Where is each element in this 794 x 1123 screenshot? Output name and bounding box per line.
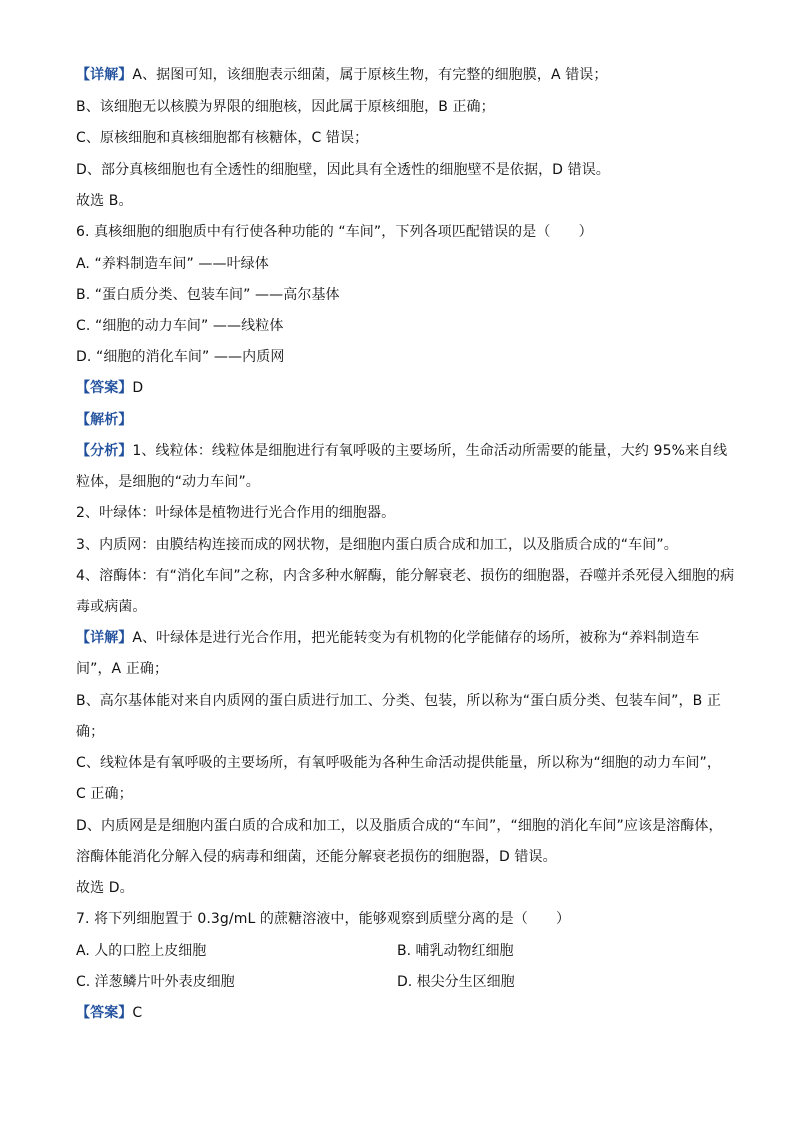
q6-detail-line-5: C、线粒体是有氧呼吸的主要场所，有氧呼吸能为各种生命活动提供能量，所以称为“细胞的动力车间”，	[76, 755, 721, 771]
fenxi-tag: 【分析】	[76, 443, 133, 459]
detail-tag: 【详解】	[76, 630, 133, 646]
q5-detail-line-4: D、部分真核细胞也有全透性的细胞壁，因此具有全透性的细胞壁不是依据，D 错误。	[76, 162, 610, 178]
q7-option-c: C. 洋葱鳞片叶外表皮细胞	[76, 974, 235, 990]
q5-conclusion: 故选 B。	[76, 193, 133, 209]
q6-option-b: B. “蛋白质分类、包装车间” ——高尔基体	[76, 287, 340, 303]
q6-conclusion: 故选 D。	[76, 880, 134, 896]
q6-option-d: D. “细胞的消化车间” ——内质网	[76, 349, 285, 365]
q6-detail-line-7: D、内质网是是细胞内蛋白质的合成和加工，以及脂质合成的“车间”，“细胞的消化车间”应该是溶酶体，	[76, 818, 723, 834]
q6-option-a: A. “养料制造车间” ——叶绿体	[76, 256, 269, 272]
analysis-tag: 【解析】	[76, 412, 133, 428]
q6-analysis-line-2: 粒体，是细胞的“动力车间”。	[76, 474, 260, 490]
q6-analysis-line-4: 3、内质网：由膜结构连接而成的网状物，是细胞内蛋白质合成和加工，以及脂质合成的“车间”。	[76, 537, 678, 553]
q7-answer: 【答案】C	[76, 1005, 143, 1021]
q6-detail-line-4: 确；	[76, 724, 105, 740]
q6-detail-line-6: C 正确；	[76, 786, 133, 802]
q6-analysis-line-3: 2、叶绿体：叶绿体是植物进行光合作用的细胞器。	[76, 505, 396, 521]
q7-option-a: A. 人的口腔上皮细胞	[76, 943, 207, 959]
q6-analysis-line-1: 【分析】1、线粒体：线粒体是细胞进行有氧呼吸的主要场所，生命活动所需要的能量，大约 95%来自线	[76, 443, 728, 459]
q6-detail-line-2: 间”，A 正确；	[76, 661, 169, 677]
q5-detail-line-1: 【详解】A、据图可知，该细胞表示细菌，属于原核生物，有完整的细胞膜，A 错误；	[76, 67, 608, 83]
answer-tag: 【答案】	[76, 380, 133, 396]
detail-tag: 【详解】	[76, 67, 133, 83]
q7-option-b: B. 哺乳动物红细胞	[397, 943, 514, 959]
answer-tag: 【答案】	[76, 1005, 133, 1021]
q7-option-d: D. 根尖分生区细胞	[397, 974, 515, 990]
q5-detail-line-2: B、该细胞无以核膜为界限的细胞核，因此属于原核细胞，B 正确；	[76, 99, 495, 115]
q6-stem: 6. 真核细胞的细胞质中有行使各种功能的 “车间”，下列各项匹配错误的是（ ）	[76, 224, 593, 240]
q6-detail-line-1: 【详解】A、叶绿体是进行光合作用，把光能转变为有机物的化学能储存的场所，被称为“养料制造车	[76, 630, 700, 646]
q6-analysis-heading	[76, 410, 726, 430]
q6-detail-line-8: 溶酶体能消化分解入侵的病毒和细菌，还能分解衰老损伤的细胞器，D 错误。	[76, 849, 557, 865]
q6-answer: 【答案】D	[76, 380, 144, 396]
q6-analysis-line-5: 4、溶酶体：有“消化车间”之称，内含多种水解酶，能分解衰老、损伤的细胞器，吞噬并杀死侵入细胞的病	[76, 568, 735, 584]
q5-detail-line-3: C、原核细胞和真核细胞都有核糖体，C 错误；	[76, 130, 369, 146]
q6-option-c: C. “细胞的动力车间” ——线粒体	[76, 318, 284, 334]
q6-analysis-line-6: 毒或病菌。	[76, 599, 147, 615]
q6-detail-line-3: B、高尔基体能对来自内质网的蛋白质进行加工、分类、包装，所以称为“蛋白质分类、包装车间”，B 正	[76, 693, 721, 709]
q7-stem: 7. 将下列细胞置于 0.3g/mL 的蔗糖溶液中，能够观察到质壁分离的是（ ）	[76, 911, 571, 927]
